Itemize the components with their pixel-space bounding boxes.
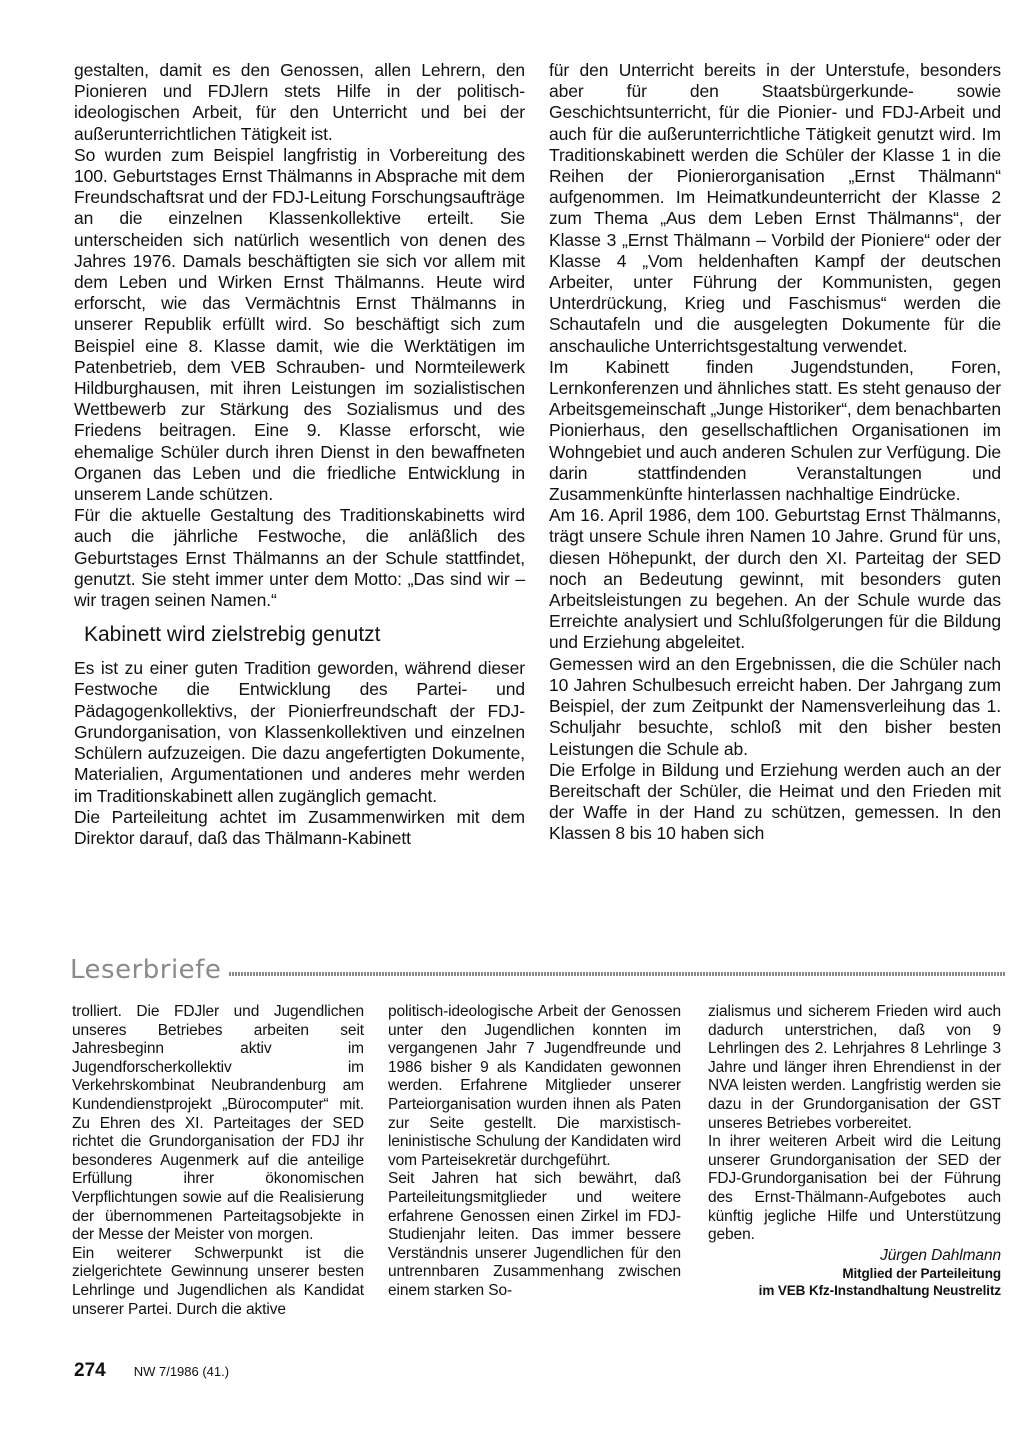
signature-name: Jürgen Dahlmann — [880, 1246, 1001, 1264]
signature-title: Mitglied der Parteileitung — [842, 1266, 1001, 1282]
issue-reference: NW 7/1986 (41.) — [133, 1364, 230, 1379]
paragraph: Die Erfolge in Bildung und Erziehung werden auch an der Bereitschaft der Schüler, die Heimat und den Frieden mit der Waffe in der Hand zu schützen, gemessen. In den Klassen 8 bis 10 haben sich — [549, 759, 1001, 844]
article-column-left — [74, 60, 525, 849]
paragraph: So wurden zum Beispiel langfristig in Vorbereitung des 100. Geburtstages Ernst Thälmanns in Absprache mit dem Freundschaftsrat und der FDJ-Leitung Forschungsaufträge an die einzelnen Klassenkollektive erteilt. Sie unterscheiden sich natürlich wesentlich von denen des Jahres 1976. Damals beschäftigten sie sich vor allem mit dem Leben und Wirken Ernst Thälmanns. Heute wird erforscht, wie das Vermächtnis Ernst Thälmanns in unserer Republik erfüllt wird. So beschäftigt sich zum Beispiel eine 8. Klasse damit, wie die Werktätigen im Patenbetrieb, dem VEB Schrauben- und Normteilewerk Hildburghausen, mit ihren Leistungen im sozialistischen Wettbewerb zur Stärkung des Sozialismus und des Friedens beitragen. Eine 9. Klasse erforscht, wie ehemalige Schüler durch ihren Dienst in den bewaffneten Organen das Leben und die friedliche Entwicklung in unserem Lande schützen. — [74, 144, 525, 505]
section-title: Leserbriefe — [70, 955, 222, 985]
letter-column-3 — [708, 1003, 1001, 1299]
paragraph: Die Parteileitung achtet im Zusammenwirken mit dem Direktor darauf, daß das Thälmann-Kabinett — [74, 806, 525, 848]
paragraph: Für die aktuelle Gestaltung des Traditionskabinetts wird auch die jährliche Festwoche, die anläßlich des Geburtstages Ernst Thälmanns an der Schule stattfindet, genutzt. Sie steht immer unter dem Motto: „Das sind wir – wir tragen seinen Namen.“ — [74, 505, 525, 611]
letter-column-1 — [72, 1003, 364, 1319]
paragraph: Ein weiterer Schwerpunkt ist die zielgerichtete Gewinnung unserer besten Lehrlinge und Jugendlichen als Kandidat unserer Partei. Durch die aktive — [72, 1244, 364, 1318]
letter-column-2 — [388, 1003, 681, 1301]
paragraph: für den Unterricht bereits in der Unterstufe, besonders aber für den Staatsbürgerkunde- sowie Geschichtsunterricht, für die Pionier- und FDJ-Arbeit und auch für die außerunterrichtliche Tätigkeit genutzt wird. Im Traditionskabinett werden die Schüler der Klasse 1 in die Reihen der Pionierorganisation „Ernst Thälmann“ aufgenommen. Im Heimatkundeunterricht der Klasse 2 zum Thema „Aus dem Leben Ernst Thälmanns“, der Klasse 3 „Ernst Thälmann – Vorbild der Pioniere“ oder der Klasse 4 „Vom heldenhaften Kampf der deutschen Arbeiter, unter Führung der Kommunisten, gegen Unterdrückung, Krieg und Faschismus“ werden die Schautafeln und die ausgelegten Dokumente für die anschauliche Unterrichtsgestaltung verwendet. — [549, 60, 1001, 356]
paragraph: trolliert. Die FDJler und Jugendlichen unseres Betriebes arbeiten seit Jahresbeginn aktiv im Jugendforscherkollektiv im Verkehrskombinat Neubrandenburg am Kundendienstprojekt „Bürocomputer“ mit. Zu Ehren des XI. Parteitages der SED richtet die Grundorganisation der FDJ ihr besonderes Augenmerk auf die anteilige Erfüllung ihrer ökonomischen Verpflichtungen sowie auf die Realisierung der übernommenen Parteitagsobjekte in der Messe der Meister von morgen. — [72, 1003, 364, 1244]
paragraph: Im Kabinett finden Jugendstunden, Foren, Lernkonferenzen und ähnliches statt. Es steht genauso der Arbeitsgemeinschaft „Junge Historiker“, dem benachbarten Pionierhaus, den gesellschaftlichen Organisationen im Wohngebiet und auch anderen Schulen zur Verfügung. Die darin stattfindenden Veranstaltungen und Zusammenkünfte hinterlassen nachhaltige Eindrücke. — [549, 356, 1001, 505]
page-footer — [74, 1360, 229, 1382]
paragraph: Gemessen wird an den Ergebnissen, die die Schüler nach 10 Jahren Schulbesuch erreicht haben. Der Jahrgang zum Beispiel, der zum Zeitpunkt der Namensverleihung das 1. Schuljahr besuchte, schloß mit den bisher besten Leistungen die Schule ab. — [549, 653, 1001, 759]
section-subheading: Kabinett wird zielstrebig genutzt — [84, 623, 381, 647]
paragraph: Am 16. April 1986, dem 100. Geburtstag Ernst Thälmanns, trägt unsere Schule ihren Namen 10 Jahre. Grund für uns, diesen Höhepunkt, der durch den XI. Parteitag der SED noch an Bedeutung gewinnt, mit besonders guten Arbeitsleistungen zu begehen. An der Schule wurde das Erreichte analysiert und Schlußfolgerungen für die Bildung und Erziehung abgeleitet. — [549, 505, 1001, 653]
section-rule — [229, 972, 1005, 976]
section-header — [70, 955, 1005, 985]
paragraph: Seit Jahren hat sich bewährt, daß Parteileitungsmitglieder und weitere erfahrene Genossen einen Zirkel im FDJ-Studienjahr leiten. Das immer bessere Verständnis unserer Jugendlichen für den untrennbaren Zusammenhang zwischen einem starken So- — [388, 1170, 681, 1299]
paragraph: In ihrer weiteren Arbeit wird die Leitung unserer Grundorganisation der SED der FDJ-Grundorganisation bei der Führung des Ernst-Thälmann-Aufgebotes auch künftig jegliche Hilfe und Unterstützung geben. — [708, 1133, 1001, 1244]
paragraph: zialismus und sicherem Frieden wird auch dadurch unterstrichen, daß von 9 Lehrlingen des 2. Lehrjahres 8 Lehrlinge 3 Jahre und länger ihren Ehrendienst in der NVA leisten werden. Langfristig werden sie dazu in der Grundorganisation der GST unseres Betriebes vorbereitet. — [708, 1003, 1001, 1132]
paragraph: Es ist zu einer guten Tradition geworden, während dieser Festwoche die Entwicklung des Partei- und Pädagogenkollektivs, der Pionierfreundschaft der FDJ-Grundorganisation, von Klassenkollektiven und einzelnen Schülern aufzuzeigen. Die dazu angefertigten Dokumente, Materialien, Argumentationen und anderes mehr werden im Traditionskabinett allen zugänglich gemacht. — [74, 658, 525, 806]
page-number: 274 — [74, 1360, 106, 1381]
signature-affiliation: im VEB Kfz-Instandhaltung Neustrelitz — [758, 1283, 1001, 1299]
article-column-right — [549, 60, 1001, 845]
paragraph: politisch-ideologische Arbeit der Genossen unter den Jugendlichen konnten im vergangenen Jahr 7 Jugendfreunde und 1986 bisher 9 als Kandidaten gewonnen werden. Erfahrene Mitglieder unserer Parteiorganisation wurden ihnen als Paten zur Seite gestellt. Die marxistisch-leninistische Schulung der Kandidaten wird vom Parteisekretär durchgeführt. — [388, 1003, 681, 1169]
paragraph: gestalten, damit es den Genossen, allen Lehrern, den Pionieren und FDJlern stets Hilfe in der politisch-ideologischen Arbeit, für den Unterricht und bei der außerunterrichtlichen Tätigkeit ist. — [74, 60, 525, 144]
